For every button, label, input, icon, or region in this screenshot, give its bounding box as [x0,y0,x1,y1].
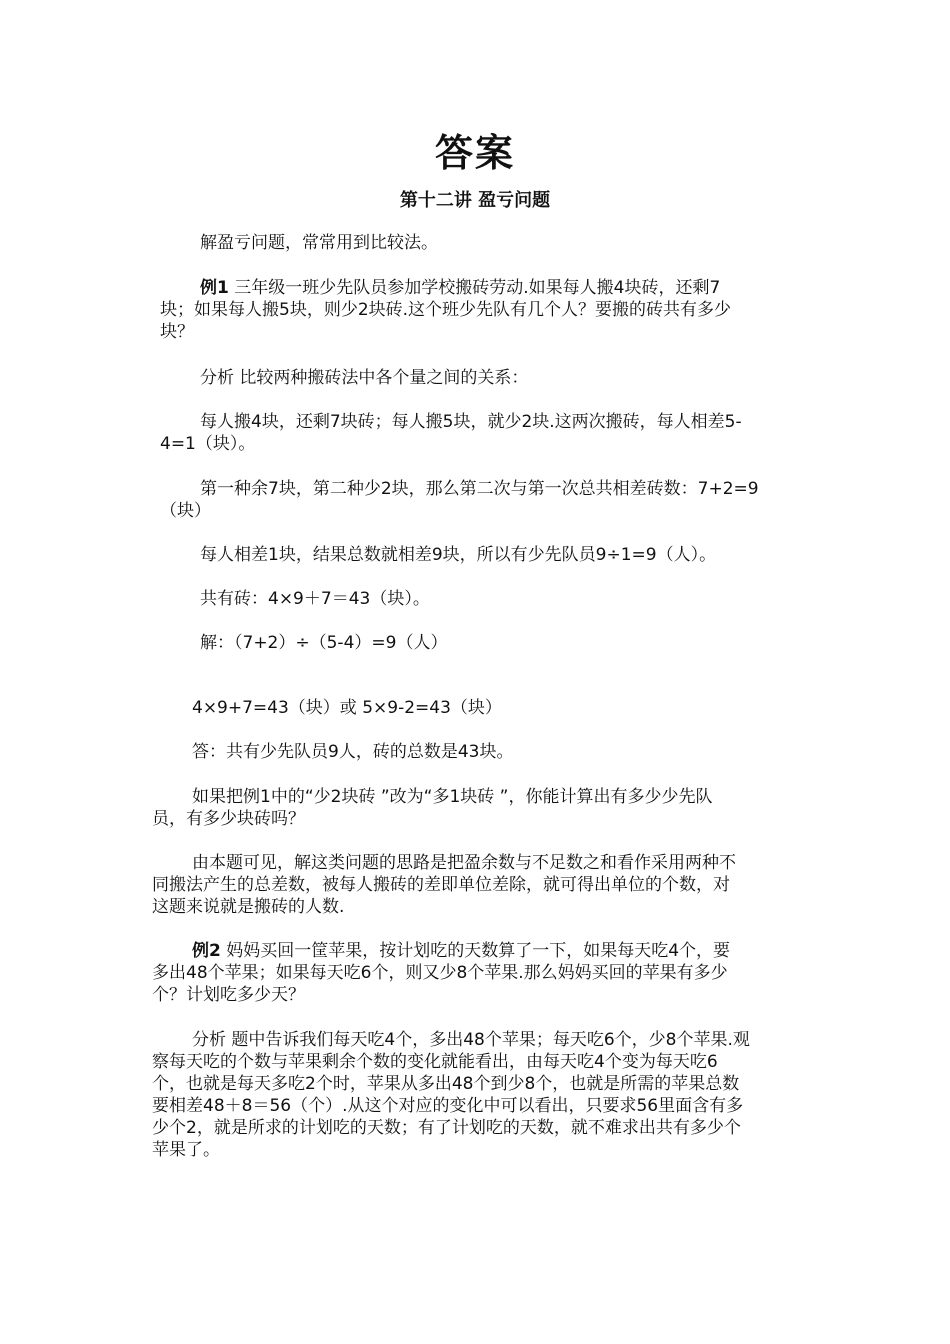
analysis2-line4: 要相差48＋8＝56（个）.从这个对应的变化中可以看出，只要求56里面含有多 [152,1096,744,1116]
para-e: 解：（7+2）÷（5-4）=9（人） [200,633,448,653]
example1-line3: 块？ [160,322,194,342]
para-a-line1: 每人搬4块，还剩7块砖；每人搬5块，就少2块.这两次搬砖，每人相差5- [200,412,742,432]
example1-line2: 块；如果每人搬5块，则少2块砖.这个班少先队有几个人？要搬的砖共有多少 [160,300,732,320]
summary-line3: 这题来说就是搬砖的人数. [152,897,345,917]
para-b-line2: （块） [160,501,211,521]
para-d: 共有砖：4×9＋7＝43（块）。 [200,589,430,609]
analysis2-line5: 少个2，就是所求的计划吃的天数；有了计划吃的天数，就不难求出共有多少个 [152,1118,741,1138]
analysis2-line6: 苹果了。 [152,1140,220,1160]
intro-paragraph: 解盈亏问题，常常用到比较法。 [200,233,438,253]
question-line2: 员，有多少块砖吗？ [152,809,305,829]
question-line1: 如果把例1中的“少2块砖 ”改为“多1块砖 ”，你能计算出有多少少先队 [192,787,713,807]
summary-line1: 由本题可见，解这类问题的思路是把盈余数与不足数之和看作采用两种不 [192,853,736,873]
para-a-line2: 4=1（块）。 [160,434,256,454]
answer1: 答：共有少先队员9人，砖的总数是43块。 [192,742,514,762]
example2-text: 妈妈买回一筐苹果，按计划吃的天数算了一下，如果每天吃4个，要 [220,941,731,961]
example1-line1 [200,277,720,299]
example2-line1 [192,940,730,962]
para-b-line1: 第一种余7块，第二种少2块，那么第二次与第一次总共相差砖数：7+2=9 [200,479,759,499]
example2-line2: 多出48个苹果；如果每天吃6个，则又少8个苹果.那么妈妈买回的苹果有多少 [152,963,728,983]
example2-line3: 个？计划吃多少天？ [152,985,305,1005]
example2-label: 例2 [192,941,221,961]
analysis2-line3: 个，也就是每天多吃2个时，苹果从多出48个到少8个，也就是所需的苹果总数 [152,1074,740,1094]
para-f: 4×9+7=43（块）或 5×9-2=43（块） [192,698,502,718]
example1-text: 三年级一班少先队员参加学校搬砖劳动.如果每人搬4块砖，还剩7 [228,278,721,298]
para-c: 每人相差1块，结果总数就相差9块，所以有少先队员9÷1=9（人）。 [200,545,717,565]
analysis2-line2: 察每天吃的个数与苹果剩余个数的变化就能看出，由每天吃4个变为每天吃6 [152,1052,718,1072]
analysis2-line1: 分析 题中告诉我们每天吃4个，多出48个苹果；每天吃6个，少8个苹果.观 [192,1030,750,1050]
summary-line2: 同搬法产生的总差数，被每人搬砖的差即单位差除，就可得出单位的个数，对 [152,875,730,895]
analysis1-paragraph: 分析 比较两种搬砖法中各个量之间的关系： [200,368,529,388]
section-subtitle: 第十二讲 盈亏问题 [399,190,551,211]
page-title: 答案 [434,131,515,175]
example1-label: 例1 [200,278,229,298]
